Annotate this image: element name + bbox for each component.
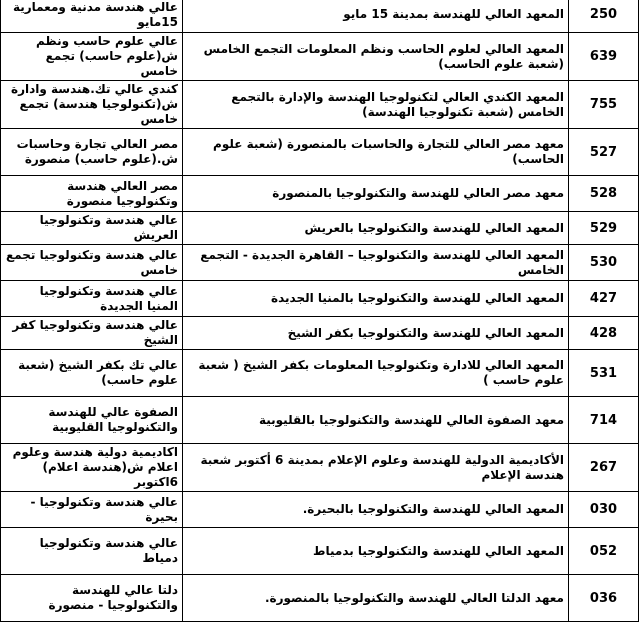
short-name-cell: مصر العالي تجارة وحاسبات ش.(علوم حاسب) منصورة: [1, 129, 183, 176]
short-name-cell: عالي هندسة وتكنولوجيا دمياط: [1, 528, 183, 575]
code-cell: 755: [569, 81, 639, 129]
table-row: [1, 317, 639, 350]
code-cell: 531: [569, 350, 639, 397]
full-name-cell: معهد مصر العالي للهندسة والتكنولوجيا بالمنصورة: [183, 176, 569, 212]
code-cell: 267: [569, 444, 639, 492]
full-name-cell: معهد الدلتا العالي للهندسة والتكنولوجيا بالمنصورة.: [183, 575, 569, 622]
short-name-cell: الصفوة عالي للهندسة والتكنولوجيا القليوبية: [1, 397, 183, 444]
code-cell: 428: [569, 317, 639, 350]
short-name-cell: عالي هندسة وتكنولوجيا كفر الشيخ: [1, 317, 183, 350]
table-row: [1, 245, 639, 281]
table-row: [1, 212, 639, 245]
table-row: [1, 575, 639, 622]
full-name-cell: المعهد الكندي العالي لتكنولوجيا الهندسة والإدارة بالتجمع الخامس (شعبة تكنولوجيا الهندسة): [183, 81, 569, 129]
code-cell: 030: [569, 492, 639, 528]
code-cell: 527: [569, 129, 639, 176]
table-row: [1, 444, 639, 492]
table-row: [1, 528, 639, 575]
full-name-cell: المعهد العالي للادارة وتكنولوجيا المعلومات بكفر الشيخ ( شعبة علوم حاسب ): [183, 350, 569, 397]
table-row: [1, 81, 639, 129]
code-cell: 427: [569, 281, 639, 317]
code-cell: 714: [569, 397, 639, 444]
short-name-cell: مصر العالي هندسة وتكنولوجيا منصورة: [1, 176, 183, 212]
table-row: [1, 350, 639, 397]
table-row: [1, 281, 639, 317]
full-name-cell: المعهد العالي لعلوم الحاسب ونظم المعلومات التجمع الخامس (شعبة علوم الحاسب): [183, 33, 569, 81]
full-name-cell: المعهد العالي للهندسة والتكنولوجيا بكفر الشيخ: [183, 317, 569, 350]
short-name-cell: عالي هندسة وتكنولوجيا - بحيرة: [1, 492, 183, 528]
full-name-cell: المعهد العالي للهندسة والتكنولوجيا بدمياط: [183, 528, 569, 575]
short-name-cell: كندي عالي تك.هندسة وادارة ش(تكنولوجيا هندسة) تجمع خامس: [1, 81, 183, 129]
full-name-cell: معهد الصفوة العالي للهندسة والتكنولوجيا بالقليوبية: [183, 397, 569, 444]
full-name-cell: معهد مصر العالي للتجارة والحاسبات بالمنصورة (شعبة علوم الحاسب): [183, 129, 569, 176]
short-name-cell: عالي هندسة وتكنولوجيا المنيا الجديدة: [1, 281, 183, 317]
full-name-cell: المعهد العالي للهندسة والتكنولوجيا بالبحيرة.: [183, 492, 569, 528]
short-name-cell: اكاديمية دولية هندسة وعلوم اعلام ش(هندسة اعلام) 6اكتوبر: [1, 444, 183, 492]
full-name-cell: المعهد العالي للهندسة بمدينة 15 مايو: [183, 0, 569, 33]
short-name-cell: عالي هندسة وتكنولوجيا تجمع خامس: [1, 245, 183, 281]
full-name-cell: الأكاديمية الدولية للهندسة وعلوم الإعلام بمدينة 6 أكتوبر شعبة هندسة الإعلام: [183, 444, 569, 492]
full-name-cell: المعهد العالي للهندسة والتكنولوجيا بالعريش: [183, 212, 569, 245]
short-name-cell: دلتا عالي للهندسة والتكنولوجيا - منصورة: [1, 575, 183, 622]
code-cell: 250: [569, 0, 639, 33]
short-name-cell: عالي علوم حاسب ونظم ش(علوم حاسب) تجمع خامس: [1, 33, 183, 81]
table-row: [1, 129, 639, 176]
table-row: [1, 0, 639, 33]
short-name-cell: عالي تك بكفر الشيخ (شعبة علوم حاسب): [1, 350, 183, 397]
code-cell: 052: [569, 528, 639, 575]
short-name-cell: عالي هندسة وتكنولوجيا العريش: [1, 212, 183, 245]
code-cell: 530: [569, 245, 639, 281]
short-name-cell: عالي هندسة مدنية ومعمارية 15مايو: [1, 0, 183, 33]
table-row: [1, 492, 639, 528]
full-name-cell: المعهد العالي للهندسة والتكنولوجيا بالمنيا الجديدة: [183, 281, 569, 317]
code-cell: 639: [569, 33, 639, 81]
code-cell: 528: [569, 176, 639, 212]
table-row: [1, 397, 639, 444]
code-cell: 529: [569, 212, 639, 245]
table-row: [1, 33, 639, 81]
table-row: [1, 176, 639, 212]
full-name-cell: المعهد العالي للهندسة والتكنولوجيا – القاهرة الجديدة - التجمع الخامس: [183, 245, 569, 281]
code-cell: 036: [569, 575, 639, 622]
